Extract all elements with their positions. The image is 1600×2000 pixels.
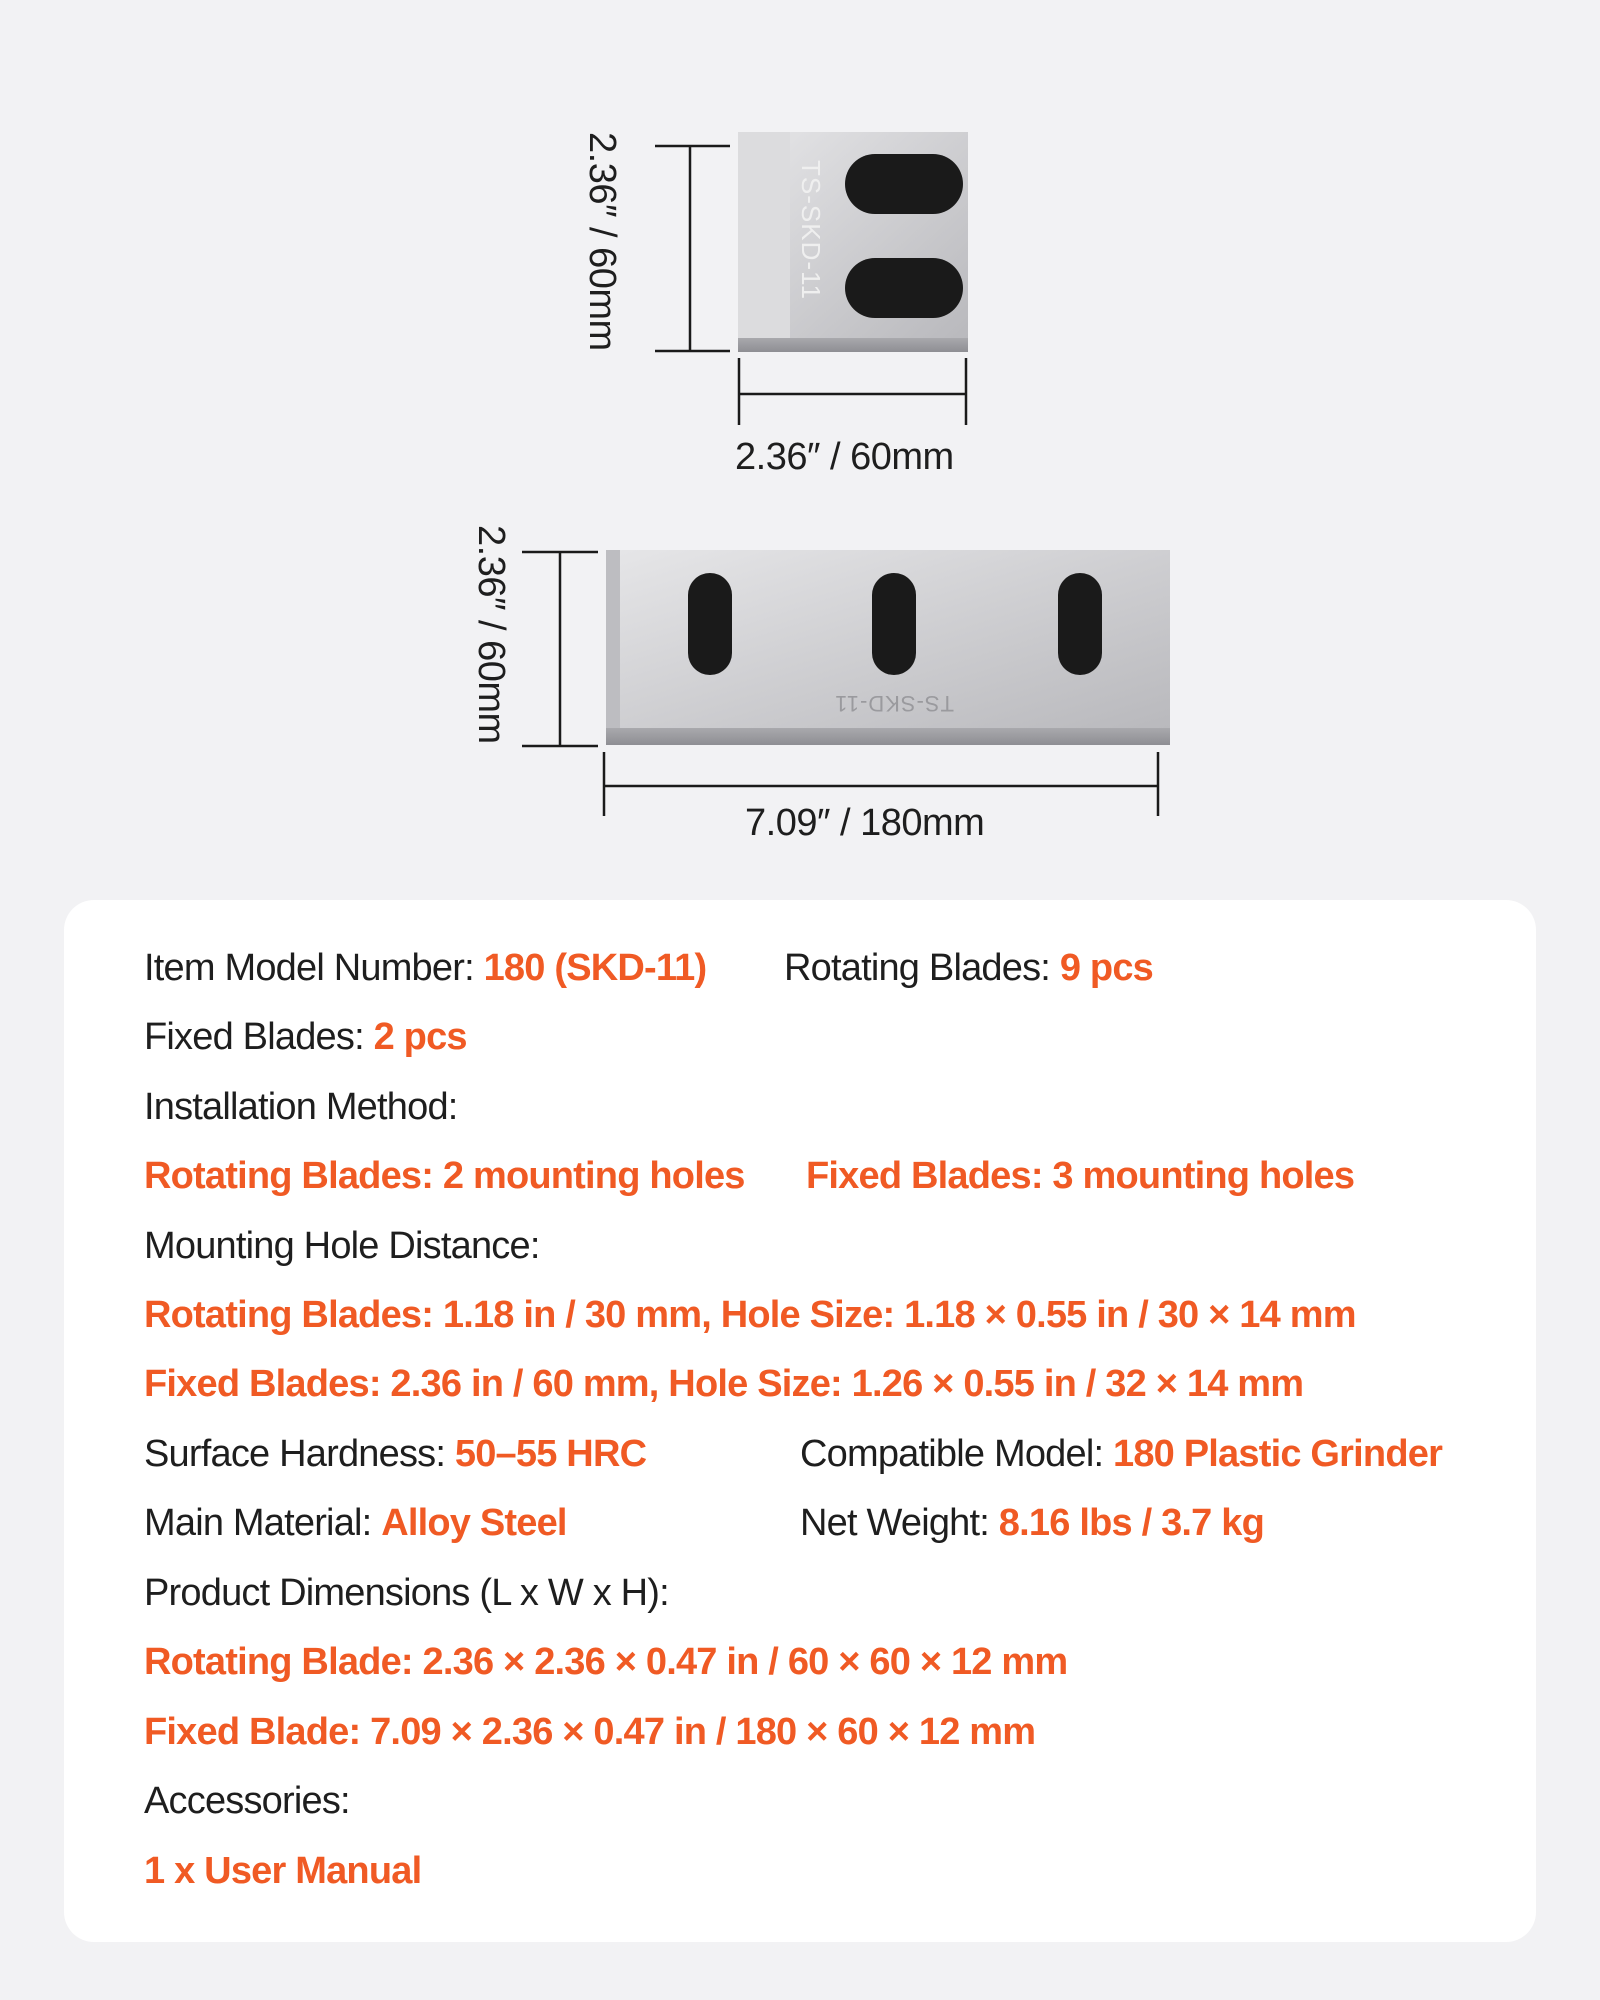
spec-value: 50–55 HRC: [454, 1433, 647, 1475]
spec-net-weight: [800, 1501, 1264, 1545]
spec-surface-hardness: [144, 1432, 646, 1476]
spec-installation-rotating: Rotating Blades: 2 mounting holes: [144, 1155, 745, 1197]
spec-installation-fixed: Fixed Blades: 3 mounting holes: [806, 1155, 1355, 1197]
spec-dimensions-fixed: Fixed Blade: 7.09 × 2.36 × 0.47 in / 180 × 60 × 12 mm: [144, 1711, 1036, 1753]
rotating-blade-height-label: 2.36″ / 60mm: [581, 132, 623, 351]
mounting-hole: [688, 573, 732, 675]
spec-dimensions-label: Product Dimensions (L x W x H):: [144, 1572, 669, 1614]
spec-value: 9 pcs: [1059, 947, 1153, 989]
spec-hole-distance-rotating: Rotating Blades: 1.18 in / 30 mm, Hole Size: 1.18 × 0.55 in / 30 × 14 mm: [144, 1294, 1356, 1336]
spec-fixed-blades: [144, 1015, 467, 1059]
fixed-blade-image: [606, 550, 1170, 745]
spec-label: Rotating Blades:: [784, 947, 1060, 989]
spec-accessories-label: Accessories:: [144, 1780, 350, 1822]
spec-accessories-value: 1 x User Manual: [144, 1850, 422, 1892]
mounting-hole: [1058, 573, 1102, 675]
mounting-hole: [845, 258, 963, 318]
spec-value: 8.16 lbs / 3.7 kg: [998, 1502, 1265, 1544]
spec-main-material: [144, 1501, 567, 1545]
spec-hole-distance-fixed: Fixed Blades: 2.36 in / 60 mm, Hole Size: 1.26 × 0.55 in / 32 × 14 mm: [144, 1363, 1304, 1405]
rotating-blade-engraving: TS-SKD-11: [796, 160, 826, 300]
spec-rotating-blades: [784, 946, 1153, 990]
spec-label: Item Model Number:: [144, 947, 484, 989]
spec-label: Main Material:: [144, 1502, 382, 1544]
product-figure: [0, 0, 1600, 880]
specs-card: [64, 900, 1536, 1942]
fixed-blade-height-label: 2.36″ / 60mm: [470, 525, 512, 744]
spec-label: Compatible Model:: [800, 1433, 1113, 1475]
fixed-blade-engraving: TS-SKD-11: [834, 691, 954, 716]
rotating-blade-image: [738, 132, 968, 352]
spec-value: 2 pcs: [373, 1016, 467, 1058]
spec-dimensions-rotating: Rotating Blade: 2.36 × 2.36 × 0.47 in / 60 × 60 × 12 mm: [144, 1641, 1068, 1683]
fixed-blade-width-label: 7.09″ / 180mm: [745, 802, 985, 844]
mounting-hole: [845, 154, 963, 214]
spec-installation-label: Installation Method:: [144, 1086, 458, 1128]
rotating-blade-width-label: 2.36″ / 60mm: [735, 436, 954, 478]
spec-hole-distance-label: Mounting Hole Distance:: [144, 1225, 540, 1267]
spec-label: Fixed Blades:: [144, 1016, 374, 1058]
spec-item-model: [144, 946, 706, 990]
mounting-hole: [872, 573, 916, 675]
spec-label: Surface Hardness:: [144, 1433, 455, 1475]
spec-value: 180 Plastic Grinder: [1112, 1433, 1443, 1475]
spec-compatible-model: [800, 1432, 1442, 1476]
spec-value: 180 (SKD-11): [483, 947, 707, 989]
spec-label: Net Weight:: [800, 1502, 999, 1544]
spec-value: Alloy Steel: [381, 1502, 567, 1544]
